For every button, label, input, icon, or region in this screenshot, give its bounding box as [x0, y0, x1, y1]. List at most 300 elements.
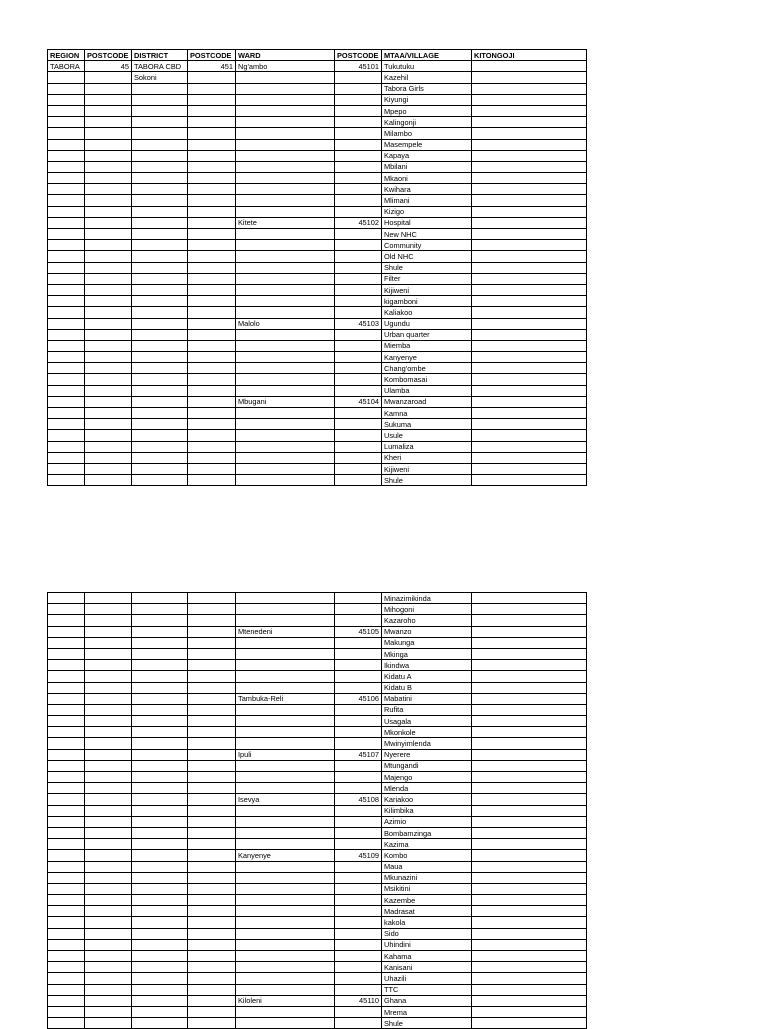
table-row — [48, 816, 587, 827]
cell-region-postcode — [85, 1006, 132, 1017]
table-row — [48, 883, 587, 894]
cell-mtaa-village: kigamboni — [382, 296, 472, 307]
cell-mtaa-village: Kombo — [382, 850, 472, 861]
cell-ward — [236, 760, 335, 771]
cell-region-postcode — [85, 352, 132, 363]
table-row — [48, 928, 587, 939]
cell-region — [48, 760, 85, 771]
cell-mtaa-village: Kijiweni — [382, 463, 472, 474]
cell-ward-postcode — [335, 962, 382, 973]
cell-ward — [236, 704, 335, 715]
table-row — [48, 61, 587, 72]
cell-kitongoji — [472, 671, 587, 682]
cell-district — [132, 217, 188, 228]
cell-kitongoji — [472, 363, 587, 374]
cell-district-postcode — [188, 671, 236, 682]
cell-district — [132, 682, 188, 693]
cell-district — [132, 307, 188, 318]
cell-region-postcode — [85, 906, 132, 917]
cell-region-postcode — [85, 441, 132, 452]
cell-ward-postcode — [335, 307, 382, 318]
cell-ward-postcode — [335, 128, 382, 139]
cell-mtaa-village: Sido — [382, 928, 472, 939]
cell-kitongoji — [472, 195, 587, 206]
cell-kitongoji — [472, 284, 587, 295]
cell-ward-postcode — [335, 452, 382, 463]
cell-kitongoji — [472, 783, 587, 794]
cell-district-postcode — [188, 251, 236, 262]
cell-region — [48, 839, 85, 850]
cell-region — [48, 229, 85, 240]
cell-kitongoji — [472, 906, 587, 917]
cell-ward-postcode — [335, 816, 382, 827]
cell-district — [132, 872, 188, 883]
cell-ward — [236, 939, 335, 950]
cell-ward: Ipuli — [236, 749, 335, 760]
cell-region-postcode — [85, 475, 132, 486]
cell-ward — [236, 475, 335, 486]
cell-district — [132, 749, 188, 760]
cell-kitongoji — [472, 105, 587, 116]
cell-ward-postcode: 45110 — [335, 995, 382, 1006]
cell-ward — [236, 463, 335, 474]
cell-ward-postcode — [335, 1018, 382, 1029]
cell-ward-postcode: 45101 — [335, 61, 382, 72]
cell-ward-postcode — [335, 430, 382, 441]
cell-mtaa-village: Hospital — [382, 217, 472, 228]
cell-ward: Tambuka-Reli — [236, 693, 335, 704]
cell-ward-postcode — [335, 839, 382, 850]
cell-region-postcode — [85, 150, 132, 161]
cell-region — [48, 794, 85, 805]
cell-mtaa-village: Shule — [382, 475, 472, 486]
cell-district — [132, 995, 188, 1006]
table-row — [48, 419, 587, 430]
cell-region — [48, 273, 85, 284]
cell-district — [132, 962, 188, 973]
cell-ward: Kiloleni — [236, 995, 335, 1006]
cell-ward — [236, 251, 335, 262]
table-row — [48, 850, 587, 861]
cell-district — [132, 396, 188, 407]
cell-district-postcode — [188, 637, 236, 648]
cell-district — [132, 783, 188, 794]
cell-region — [48, 173, 85, 184]
cell-region — [48, 895, 85, 906]
cell-district-postcode — [188, 419, 236, 430]
cell-district-postcode — [188, 839, 236, 850]
cell-kitongoji — [472, 984, 587, 995]
cell-district-postcode — [188, 648, 236, 659]
cell-district — [132, 184, 188, 195]
cell-region — [48, 206, 85, 217]
cell-region-postcode — [85, 340, 132, 351]
cell-ward-postcode — [335, 939, 382, 950]
cell-region — [48, 827, 85, 838]
cell-mtaa-village: Kiyungi — [382, 94, 472, 105]
cell-district — [132, 83, 188, 94]
cell-kitongoji — [472, 682, 587, 693]
table-body-top — [48, 50, 587, 486]
table-row — [48, 441, 587, 452]
cell-ward: Kanyenye — [236, 850, 335, 861]
cell-mtaa-village: New NHC — [382, 229, 472, 240]
cell-ward-postcode — [335, 604, 382, 615]
cell-district-postcode — [188, 340, 236, 351]
cell-kitongoji — [472, 850, 587, 861]
cell-kitongoji — [472, 475, 587, 486]
table-row — [48, 593, 587, 604]
cell-kitongoji — [472, 396, 587, 407]
cell-district-postcode — [188, 682, 236, 693]
cell-kitongoji — [472, 794, 587, 805]
cell-district — [132, 850, 188, 861]
cell-kitongoji — [472, 385, 587, 396]
cell-region — [48, 251, 85, 262]
cell-ward — [236, 284, 335, 295]
cell-ward — [236, 173, 335, 184]
table-row — [48, 671, 587, 682]
cell-kitongoji — [472, 917, 587, 928]
cell-kitongoji — [472, 939, 587, 950]
cell-region-postcode — [85, 408, 132, 419]
cell-region-postcode — [85, 716, 132, 727]
cell-district — [132, 772, 188, 783]
table-row — [48, 206, 587, 217]
cell-district — [132, 463, 188, 474]
cell-district-postcode — [188, 262, 236, 273]
cell-kitongoji — [472, 637, 587, 648]
cell-mtaa-village: Kidatu B — [382, 682, 472, 693]
cell-mtaa-village: Mkunazini — [382, 872, 472, 883]
table-row — [48, 452, 587, 463]
cell-kitongoji — [472, 716, 587, 727]
table-row — [48, 128, 587, 139]
cell-mtaa-village: Kapaya — [382, 150, 472, 161]
table-row — [48, 83, 587, 94]
cell-ward-postcode — [335, 441, 382, 452]
cell-district-postcode — [188, 206, 236, 217]
cell-kitongoji — [472, 430, 587, 441]
cell-region — [48, 408, 85, 419]
cell-kitongoji — [472, 995, 587, 1006]
cell-ward-postcode — [335, 419, 382, 430]
cell-district-postcode — [188, 117, 236, 128]
cell-region — [48, 850, 85, 861]
cell-region — [48, 1018, 85, 1029]
cell-region-postcode — [85, 872, 132, 883]
cell-ward-postcode — [335, 984, 382, 995]
cell-kitongoji — [472, 693, 587, 704]
cell-region — [48, 861, 85, 872]
cell-mtaa-village: Kariakoo — [382, 794, 472, 805]
cell-district-postcode — [188, 660, 236, 671]
cell-mtaa-village: TTC — [382, 984, 472, 995]
cell-mtaa-village: Ghana — [382, 995, 472, 1006]
cell-district — [132, 240, 188, 251]
table-row — [48, 716, 587, 727]
cell-ward — [236, 184, 335, 195]
cell-region-postcode — [85, 105, 132, 116]
cell-district-postcode — [188, 727, 236, 738]
cell-ward-postcode — [335, 161, 382, 172]
cell-district-postcode — [188, 229, 236, 240]
cell-kitongoji — [472, 973, 587, 984]
cell-district-postcode — [188, 318, 236, 329]
table-row — [48, 615, 587, 626]
cell-region — [48, 318, 85, 329]
cell-district-postcode — [188, 430, 236, 441]
cell-region-postcode — [85, 827, 132, 838]
cell-district-postcode — [188, 995, 236, 1006]
cell-kitongoji — [472, 150, 587, 161]
cell-mtaa-village: Mkonkole — [382, 727, 472, 738]
cell-mtaa-village: Old NHC — [382, 251, 472, 262]
cell-mtaa-village: Masempele — [382, 139, 472, 150]
cell-ward-postcode — [335, 727, 382, 738]
table-row — [48, 229, 587, 240]
cell-ward-postcode — [335, 340, 382, 351]
cell-district — [132, 984, 188, 995]
cell-district — [132, 374, 188, 385]
cell-region — [48, 951, 85, 962]
cell-ward — [236, 805, 335, 816]
cell-region-postcode — [85, 749, 132, 760]
table-row — [48, 396, 587, 407]
cell-region-postcode — [85, 139, 132, 150]
cell-district-postcode — [188, 783, 236, 794]
cell-region — [48, 783, 85, 794]
cell-mtaa-village: Kheri — [382, 452, 472, 463]
cell-region — [48, 917, 85, 928]
cell-mtaa-village: Kombomasai — [382, 374, 472, 385]
table-row — [48, 749, 587, 760]
cell-region — [48, 883, 85, 894]
cell-kitongoji — [472, 452, 587, 463]
cell-region-postcode — [85, 805, 132, 816]
cell-kitongoji — [472, 660, 587, 671]
cell-region — [48, 693, 85, 704]
table-row — [48, 648, 587, 659]
cell-region — [48, 704, 85, 715]
table-row — [48, 682, 587, 693]
cell-region-postcode — [85, 772, 132, 783]
cell-ward-postcode — [335, 917, 382, 928]
cell-district-postcode — [188, 872, 236, 883]
cell-kitongoji — [472, 352, 587, 363]
cell-kitongoji — [472, 307, 587, 318]
cell-region-postcode — [85, 839, 132, 850]
cell-ward-postcode — [335, 895, 382, 906]
cell-ward-postcode — [335, 94, 382, 105]
header-cell-district: DISTRICT — [132, 50, 188, 61]
cell-ward — [236, 441, 335, 452]
cell-kitongoji — [472, 951, 587, 962]
cell-ward — [236, 128, 335, 139]
table-row — [48, 827, 587, 838]
cell-ward — [236, 1018, 335, 1029]
cell-ward — [236, 419, 335, 430]
cell-mtaa-village: Kalingonji — [382, 117, 472, 128]
cell-ward: Isevya — [236, 794, 335, 805]
cell-mtaa-village: Kanyenye — [382, 352, 472, 363]
cell-kitongoji — [472, 441, 587, 452]
cell-ward-postcode — [335, 738, 382, 749]
cell-region — [48, 604, 85, 615]
cell-district-postcode — [188, 704, 236, 715]
cell-district — [132, 139, 188, 150]
cell-region-postcode — [85, 671, 132, 682]
cell-kitongoji — [472, 72, 587, 83]
cell-district — [132, 441, 188, 452]
cell-district — [132, 928, 188, 939]
table-row — [48, 660, 587, 671]
cell-region-postcode — [85, 463, 132, 474]
cell-region — [48, 83, 85, 94]
cell-district — [132, 296, 188, 307]
table-row — [48, 430, 587, 441]
cell-ward — [236, 648, 335, 659]
cell-ward — [236, 973, 335, 984]
cell-ward — [236, 117, 335, 128]
cell-ward-postcode — [335, 671, 382, 682]
cell-ward-postcode — [335, 872, 382, 883]
cell-district — [132, 150, 188, 161]
cell-kitongoji — [472, 626, 587, 637]
table-row — [48, 374, 587, 385]
cell-district — [132, 939, 188, 950]
cell-region — [48, 452, 85, 463]
table-row — [48, 72, 587, 83]
cell-region — [48, 738, 85, 749]
cell-kitongoji — [472, 128, 587, 139]
cell-ward-postcode — [335, 772, 382, 783]
cell-district-postcode — [188, 105, 236, 116]
cell-ward-postcode — [335, 139, 382, 150]
cell-ward — [236, 660, 335, 671]
cell-mtaa-village: Mkinga — [382, 648, 472, 659]
cell-region-postcode — [85, 984, 132, 995]
cell-mtaa-village: Azimio — [382, 816, 472, 827]
cell-ward — [236, 637, 335, 648]
cell-mtaa-village: Sukuma — [382, 419, 472, 430]
cell-mtaa-village: Minazimikinda — [382, 593, 472, 604]
table-row — [48, 251, 587, 262]
cell-ward-postcode — [335, 296, 382, 307]
cell-district-postcode — [188, 94, 236, 105]
cell-district-postcode — [188, 738, 236, 749]
cell-region-postcode — [85, 307, 132, 318]
cell-region — [48, 475, 85, 486]
table-row — [48, 329, 587, 340]
cell-district — [132, 895, 188, 906]
table-row — [48, 872, 587, 883]
cell-district — [132, 883, 188, 894]
cell-kitongoji — [472, 61, 587, 72]
cell-district-postcode — [188, 307, 236, 318]
cell-district-postcode — [188, 1018, 236, 1029]
cell-region — [48, 984, 85, 995]
cell-district-postcode — [188, 161, 236, 172]
cell-ward-postcode — [335, 615, 382, 626]
table-row — [48, 727, 587, 738]
cell-kitongoji — [472, 1018, 587, 1029]
cell-ward-postcode — [335, 637, 382, 648]
cell-region — [48, 284, 85, 295]
cell-district — [132, 839, 188, 850]
cell-district — [132, 173, 188, 184]
cell-ward — [236, 150, 335, 161]
cell-region-postcode — [85, 184, 132, 195]
cell-mtaa-village: Kazembe — [382, 895, 472, 906]
cell-mtaa-village: Kijiweni — [382, 284, 472, 295]
cell-mtaa-village: Usule — [382, 430, 472, 441]
cell-region — [48, 217, 85, 228]
cell-district-postcode — [188, 973, 236, 984]
cell-district-postcode — [188, 396, 236, 407]
cell-region — [48, 240, 85, 251]
cell-district-postcode — [188, 861, 236, 872]
cell-district — [132, 816, 188, 827]
cell-region — [48, 352, 85, 363]
cell-ward-postcode — [335, 352, 382, 363]
cell-ward-postcode — [335, 805, 382, 816]
cell-ward — [236, 671, 335, 682]
cell-kitongoji — [472, 839, 587, 850]
cell-region-postcode — [85, 917, 132, 928]
table-row — [48, 184, 587, 195]
cell-ward — [236, 883, 335, 894]
table-row — [48, 626, 587, 637]
cell-region — [48, 637, 85, 648]
cell-mtaa-village: Uhindini — [382, 939, 472, 950]
cell-ward-postcode — [335, 72, 382, 83]
header-cell-region: REGION — [48, 50, 85, 61]
cell-district — [132, 318, 188, 329]
table-row — [48, 794, 587, 805]
cell-region-postcode — [85, 229, 132, 240]
table-row — [48, 352, 587, 363]
cell-ward — [236, 738, 335, 749]
cell-mtaa-village: Kazaroho — [382, 615, 472, 626]
cell-region-postcode — [85, 173, 132, 184]
cell-mtaa-village: Filter — [382, 273, 472, 284]
cell-region — [48, 419, 85, 430]
cell-mtaa-village: Mabatini — [382, 693, 472, 704]
cell-district — [132, 229, 188, 240]
cell-mtaa-village: Mrema — [382, 1006, 472, 1017]
cell-region-postcode — [85, 284, 132, 295]
cell-district-postcode — [188, 626, 236, 637]
cell-kitongoji — [472, 217, 587, 228]
cell-kitongoji — [472, 419, 587, 430]
cell-region — [48, 161, 85, 172]
cell-mtaa-village: Mlimani — [382, 195, 472, 206]
cell-ward-postcode — [335, 716, 382, 727]
cell-mtaa-village: Mihogoni — [382, 604, 472, 615]
cell-district-postcode — [188, 984, 236, 995]
cell-ward-postcode — [335, 973, 382, 984]
cell-ward — [236, 430, 335, 441]
cell-ward-postcode: 45106 — [335, 693, 382, 704]
cell-ward-postcode — [335, 704, 382, 715]
cell-ward — [236, 827, 335, 838]
cell-district — [132, 195, 188, 206]
cell-district-postcode — [188, 772, 236, 783]
cell-region — [48, 184, 85, 195]
cell-mtaa-village: Kidatu A — [382, 671, 472, 682]
cell-region-postcode — [85, 626, 132, 637]
